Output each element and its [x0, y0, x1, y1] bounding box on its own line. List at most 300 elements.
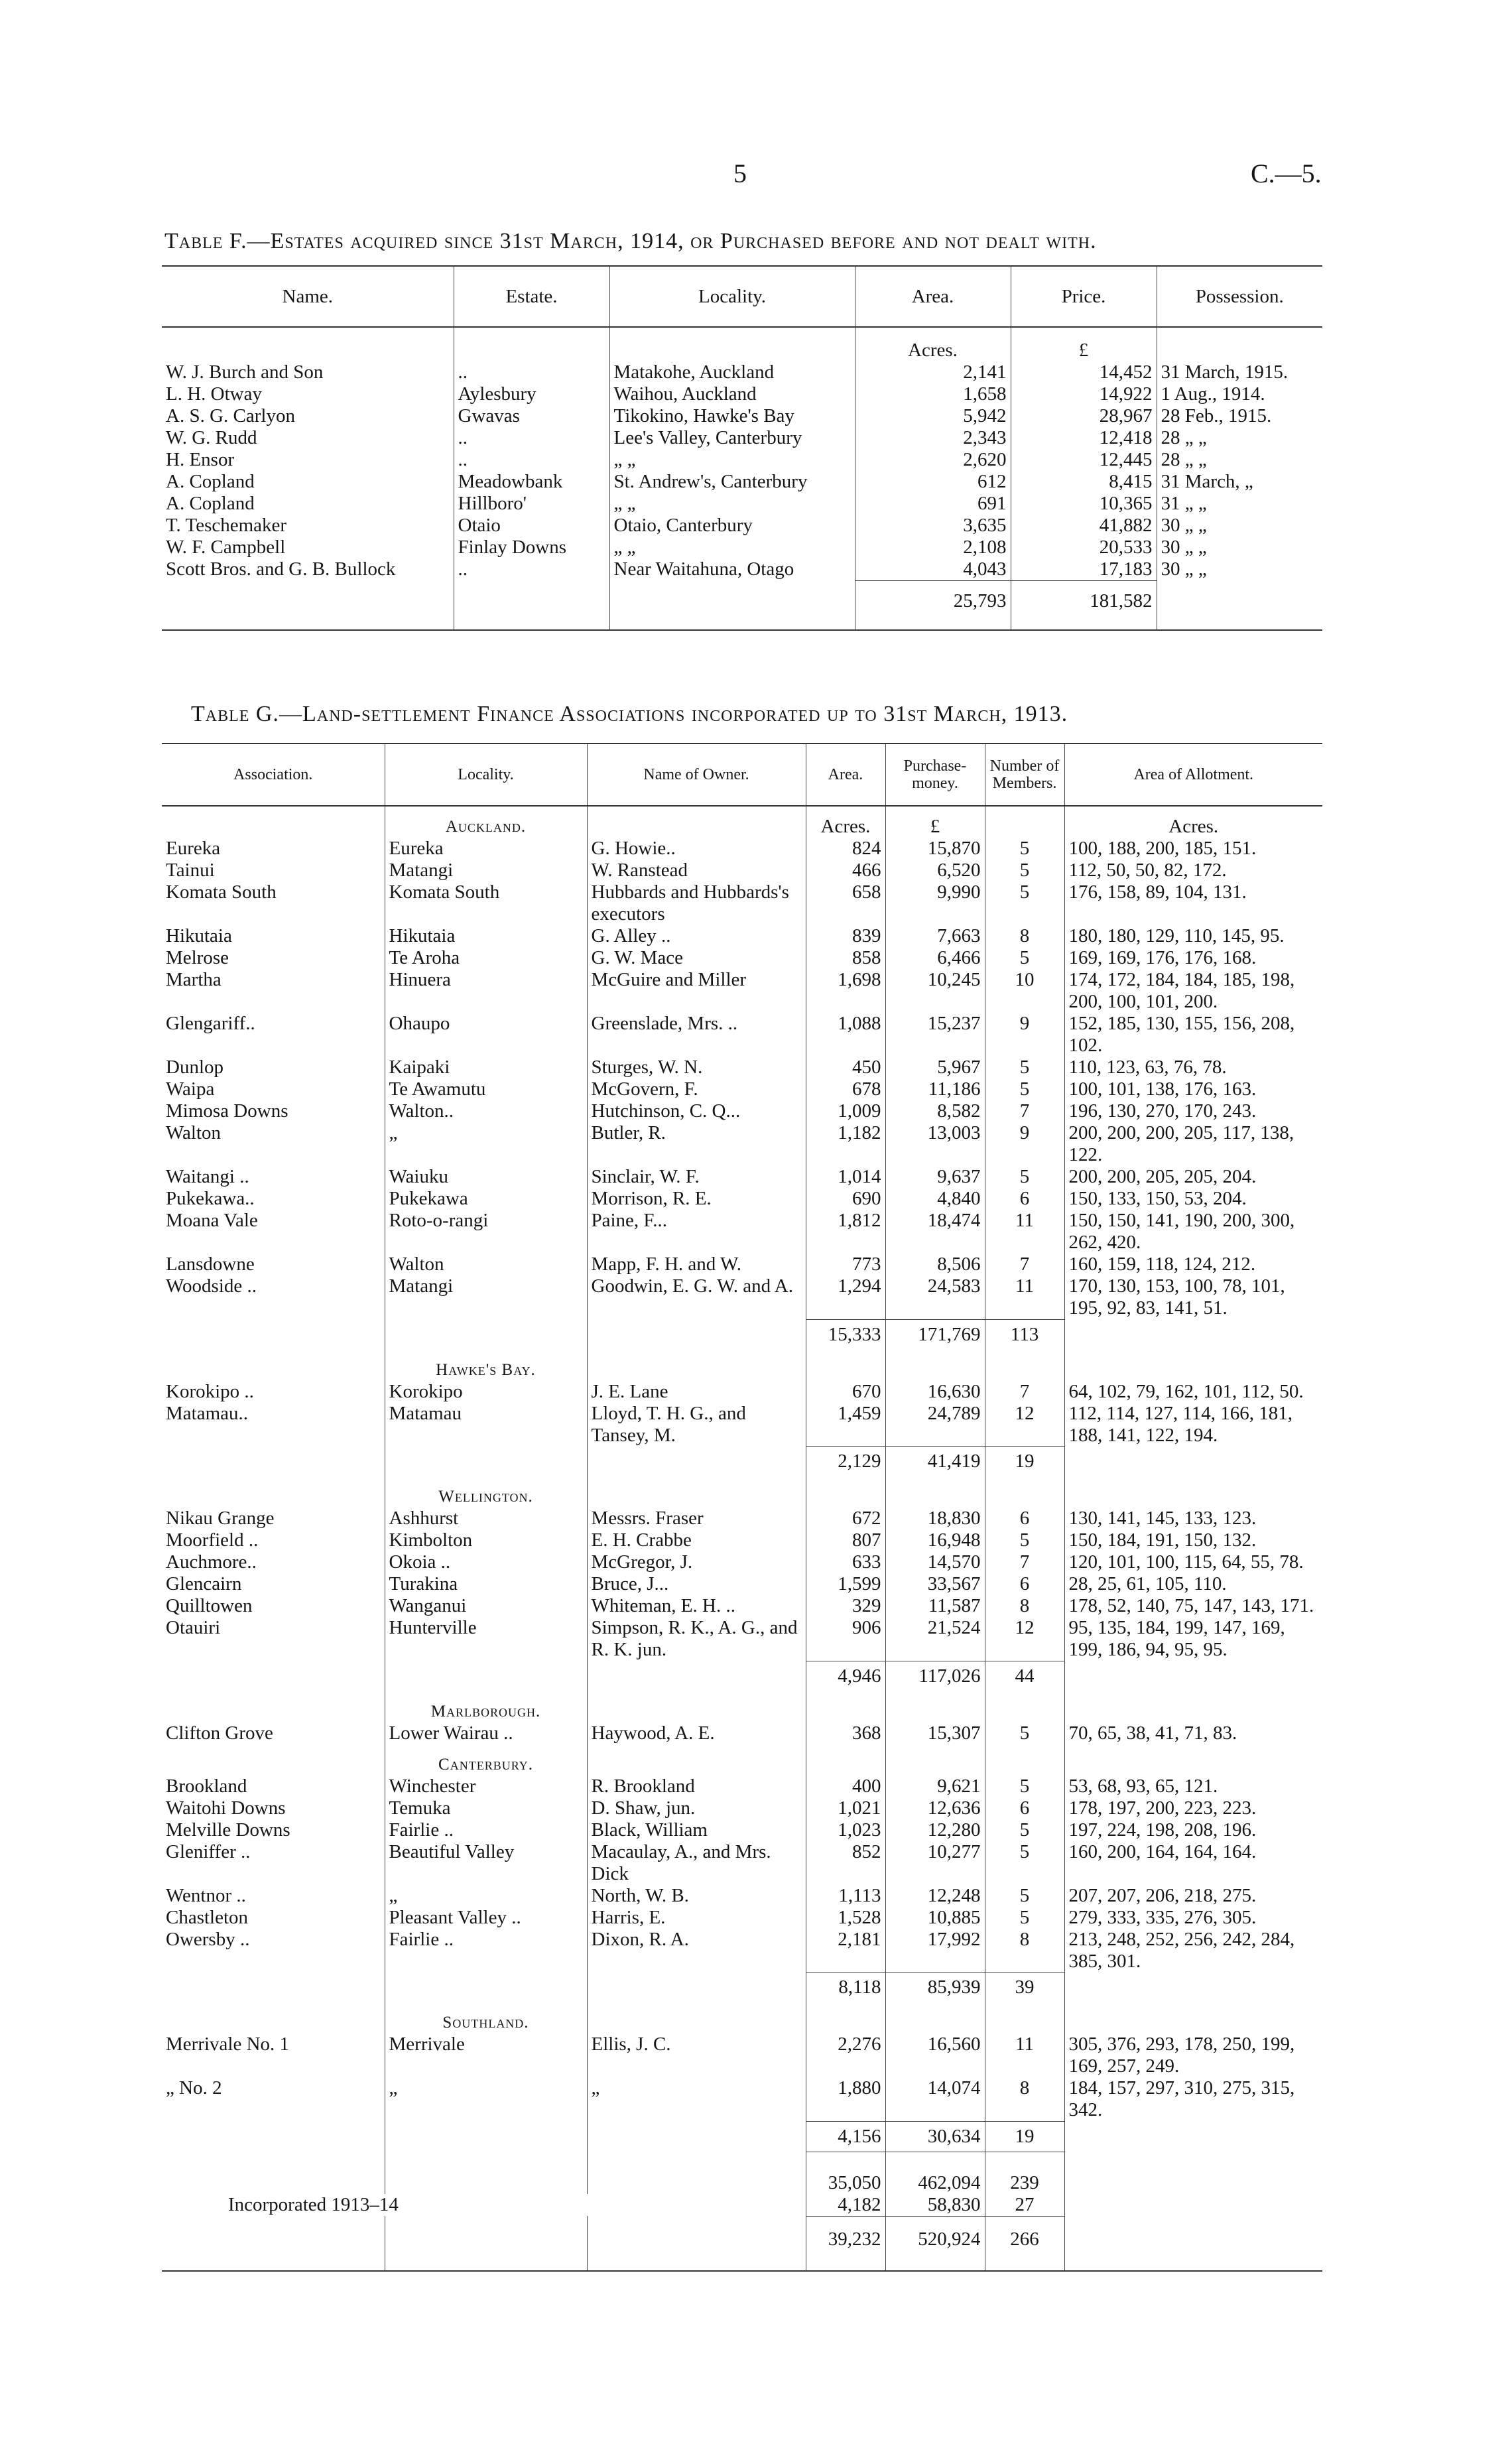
region-header-row — [162, 806, 1322, 838]
table-f-cell — [162, 327, 454, 361]
table-row — [162, 1722, 1322, 1744]
table-g-cell — [985, 2002, 1064, 2034]
incorporated-row — [162, 2194, 1322, 2217]
table-row — [162, 1595, 1322, 1617]
table-g-cell — [985, 1691, 1064, 1722]
table-f-price-unit: £ — [1011, 327, 1157, 361]
member-count: 12 — [985, 1403, 1064, 1447]
table-f-title-text: Estates acquired since 31st March, 1914, or Purchased before and not dealt with. — [270, 229, 1097, 253]
allotment-areas: 64, 102, 79, 162, 101, 112, 50. — [1068, 1380, 1304, 1402]
table-f-cell — [454, 581, 609, 622]
member-count: 7 — [985, 1551, 1064, 1573]
member-count: 5 — [985, 1819, 1064, 1841]
allotment-areas: 120, 101, 100, 115, 64, 55, 78. — [1068, 1551, 1304, 1573]
table-f-units-row — [162, 327, 1322, 361]
table-g-cell — [985, 1350, 1064, 1381]
table-row — [162, 1100, 1322, 1122]
region-subtotal-area: 2,129 — [806, 1447, 885, 1477]
purchase-money: 11,186 — [885, 1078, 985, 1100]
estate-price: 20,533 — [1011, 537, 1157, 558]
table-g-cell — [1064, 2194, 1322, 2217]
owner-name: Whiteman, E. H. .. — [587, 1595, 806, 1617]
estate-owner-name: L. H. Otway — [162, 383, 454, 405]
estate-owner-name: A. Copland — [162, 471, 454, 493]
table-row — [162, 1403, 1322, 1447]
table-g-cell — [885, 2002, 985, 2034]
association-area: 368 — [806, 1722, 885, 1744]
purchase-money: 10,277 — [885, 1841, 985, 1885]
association-area: 400 — [806, 1776, 885, 1797]
allotment-areas: 178, 197, 200, 223, 223. — [1068, 1797, 1257, 1819]
table-row — [162, 405, 1322, 427]
purchase-money: 12,636 — [885, 1797, 985, 1819]
table-row — [162, 1188, 1322, 1210]
table-g-cell — [806, 2262, 885, 2271]
estate-possession: 30 „ „ — [1161, 558, 1207, 580]
association-locality: Hunterville — [385, 1617, 587, 1661]
estate-area: 5,942 — [855, 405, 1011, 427]
region-subtotal-row — [162, 1973, 1322, 2003]
estate-locality: Waihou, Auckland — [609, 383, 855, 405]
table-g-cell — [885, 1691, 985, 1722]
estate-owner-name: A. Copland — [162, 493, 454, 515]
association-name: Nikau Grange — [162, 1508, 385, 1529]
association-name: Eureka — [162, 838, 385, 860]
grand-total-money: 462,094 — [885, 2152, 985, 2194]
owner-name: Bruce, J... — [587, 1573, 806, 1595]
purchase-money: 16,948 — [885, 1529, 985, 1551]
association-locality: Pleasant Valley .. — [385, 1907, 587, 1929]
member-count: 5 — [985, 1529, 1064, 1551]
owner-name: McGovern, F. — [587, 1078, 806, 1100]
allotment-areas: 200, 200, 205, 205, 204. — [1068, 1166, 1257, 1187]
association-name: Gleniffer .. — [162, 1841, 385, 1885]
association-name: Melrose — [162, 947, 385, 969]
region-subtotal-members: 39 — [985, 1973, 1064, 2003]
estate-possession: 31 March, „ — [1161, 471, 1253, 492]
estate-possession: 1 Aug., 1914. — [1161, 383, 1265, 405]
table-g-cell — [162, 1476, 385, 1508]
member-count: 5 — [985, 1722, 1064, 1744]
table-row — [162, 925, 1322, 947]
estate-owner-name: T. Teschemaker — [162, 515, 454, 537]
purchase-money: 15,237 — [885, 1013, 985, 1057]
table-g-cell — [587, 1350, 806, 1381]
owner-name: McGuire and Miller — [587, 969, 806, 1013]
owner-name: Mapp, F. H. and W. — [587, 1254, 806, 1275]
association-locality: Kimbolton — [385, 1529, 587, 1551]
area-unit: Acres. — [806, 806, 885, 838]
estate-possession: 31 March, 1915. — [1161, 361, 1289, 383]
owner-name: „ — [587, 2077, 806, 2121]
purchase-money: 16,630 — [885, 1381, 985, 1403]
table-f-column-header: Name. — [162, 266, 454, 327]
table-g-cell — [985, 1476, 1064, 1508]
allotment-areas: 130, 141, 145, 133, 123. — [1068, 1508, 1257, 1529]
association-name: Chastleton — [162, 1907, 385, 1929]
owner-name: Harris, E. — [587, 1907, 806, 1929]
table-g-cell — [162, 2002, 385, 2034]
region-name: Auckland. — [385, 806, 587, 838]
owner-name: Lloyd, T. H. G., and Tansey, M. — [587, 1403, 806, 1447]
table-g-cell — [162, 806, 385, 838]
association-name: Woodside .. — [162, 1275, 385, 1319]
association-locality: Okoia .. — [385, 1551, 587, 1573]
table-row — [162, 471, 1322, 493]
estate-possession: 30 „ „ — [1161, 537, 1207, 558]
member-count: 12 — [985, 1617, 1064, 1661]
region-header-row — [162, 1691, 1322, 1722]
table-f-bottom-rule — [162, 621, 1322, 630]
owner-name: Black, William — [587, 1819, 806, 1841]
member-count: 6 — [985, 1508, 1064, 1529]
allotment-areas: 110, 123, 63, 76, 78. — [1068, 1057, 1227, 1078]
table-g-cell — [587, 2216, 806, 2262]
member-count: 5 — [985, 1166, 1064, 1188]
estate-name: .. — [454, 427, 609, 449]
table-g-cell — [885, 1744, 985, 1776]
allotment-areas: 305, 376, 293, 178, 250, 199, 169, 257, 249. — [1068, 2034, 1295, 2077]
association-locality: „ — [385, 1885, 587, 1907]
table-g-cell — [385, 1319, 587, 1350]
table-f-column-header: Area. — [855, 266, 1011, 327]
estate-area: 2,108 — [855, 537, 1011, 558]
owner-name: Macaulay, A., and Mrs. Dick — [587, 1841, 806, 1885]
owner-name: Goodwin, E. G. W. and A. — [587, 1275, 806, 1319]
table-g-column-header: Name of Owner. — [587, 744, 806, 806]
member-count: 6 — [985, 1188, 1064, 1210]
owner-name: McGregor, J. — [587, 1551, 806, 1573]
association-area: 773 — [806, 1254, 885, 1275]
estate-locality: Otaio, Canterbury — [609, 515, 855, 537]
association-area: 1,812 — [806, 1210, 885, 1254]
purchase-money: 17,992 — [885, 1929, 985, 1973]
estate-price: 41,882 — [1011, 515, 1157, 537]
table-f — [162, 265, 1322, 631]
table-f-cell — [609, 327, 855, 361]
association-name: Dunlop — [162, 1057, 385, 1078]
estate-area: 612 — [855, 471, 1011, 493]
owner-name: Haywood, A. E. — [587, 1722, 806, 1744]
table-row — [162, 1551, 1322, 1573]
region-subtotal-money: 171,769 — [885, 1319, 985, 1350]
association-name: Walton — [162, 1122, 385, 1166]
estate-name: Aylesbury — [454, 383, 609, 405]
table-g-cell — [1064, 1973, 1322, 2003]
final-total-area: 39,232 — [806, 2216, 885, 2262]
table-g-cell — [806, 1476, 885, 1508]
member-count: 11 — [985, 1210, 1064, 1254]
region-subtotal-money: 85,939 — [885, 1973, 985, 2003]
estate-name: Otaio — [454, 515, 609, 537]
association-name: Moana Vale — [162, 1210, 385, 1254]
table-g-cell — [162, 1447, 385, 1477]
association-name: Owersby .. — [162, 1929, 385, 1973]
estate-area: 1,658 — [855, 383, 1011, 405]
association-locality: Beautiful Valley — [385, 1841, 587, 1885]
association-locality: Turakina — [385, 1573, 587, 1595]
member-count: 9 — [985, 1122, 1064, 1166]
region-subtotal-members: 44 — [985, 1661, 1064, 1691]
estate-name: Meadowbank — [454, 471, 609, 493]
association-name: Merrivale No. 1 — [162, 2034, 385, 2077]
purchase-money: 9,621 — [885, 1776, 985, 1797]
table-g-header-row — [162, 744, 1322, 806]
association-name: Quilltowen — [162, 1595, 385, 1617]
purchase-money: 10,885 — [885, 1907, 985, 1929]
table-g-cell — [385, 2216, 587, 2262]
owner-name: Paine, F... — [587, 1210, 806, 1254]
association-locality: Winchester — [385, 1776, 587, 1797]
grand-total-members: 239 — [985, 2152, 1064, 2194]
table-g-cell — [806, 1350, 885, 1381]
table-g-cell — [162, 1319, 385, 1350]
estate-price: 12,445 — [1011, 449, 1157, 471]
member-count: 10 — [985, 969, 1064, 1013]
association-name: Waitangi .. — [162, 1166, 385, 1188]
association-area: 690 — [806, 1188, 885, 1210]
table-g-cell — [806, 2002, 885, 2034]
estate-price: 14,922 — [1011, 383, 1157, 405]
estate-locality: Lee's Valley, Canterbury — [609, 427, 855, 449]
region-name: Wellington. — [385, 1476, 587, 1508]
purchase-money: 24,789 — [885, 1403, 985, 1447]
allotment-areas: 279, 333, 335, 276, 305. — [1068, 1906, 1257, 1928]
region-subtotal-row — [162, 1661, 1322, 1691]
purchase-money: 6,520 — [885, 860, 985, 881]
table-f-column-header: Locality. — [609, 266, 855, 327]
owner-name: Morrison, R. E. — [587, 1188, 806, 1210]
member-count: 5 — [985, 1776, 1064, 1797]
allotment-areas: 150, 150, 141, 190, 200, 300, 262, 420. — [1068, 1210, 1295, 1253]
purchase-money: 14,570 — [885, 1551, 985, 1573]
table-row — [162, 558, 1322, 581]
allotment-areas: 207, 207, 206, 218, 275. — [1068, 1884, 1257, 1906]
estate-locality: „ „ — [609, 449, 855, 471]
table-f-cell — [609, 621, 855, 630]
association-area: 839 — [806, 925, 885, 947]
table-row — [162, 493, 1322, 515]
purchase-money: 24,583 — [885, 1275, 985, 1319]
table-g-cell — [587, 1476, 806, 1508]
table-row — [162, 1573, 1322, 1595]
estate-owner-name: W. G. Rudd — [162, 427, 454, 449]
owner-name: North, W. B. — [587, 1885, 806, 1907]
member-count: 5 — [985, 1057, 1064, 1078]
table-g-cell — [587, 1691, 806, 1722]
association-area: 1,014 — [806, 1166, 885, 1188]
association-name: Moorfield .. — [162, 1529, 385, 1551]
estate-owner-name: W. F. Campbell — [162, 537, 454, 558]
association-name: Otauiri — [162, 1617, 385, 1661]
region-subtotal-area: 8,118 — [806, 1973, 885, 2003]
estate-name: .. — [454, 558, 609, 581]
member-count: 8 — [985, 1595, 1064, 1617]
grand-total-area: 35,050 — [806, 2152, 885, 2194]
association-locality: Hikutaia — [385, 925, 587, 947]
member-count: 7 — [985, 1100, 1064, 1122]
table-row — [162, 947, 1322, 969]
association-locality: Fairlie .. — [385, 1819, 587, 1841]
table-f-column-header: Possession. — [1157, 266, 1322, 327]
table-row — [162, 2034, 1322, 2077]
purchase-money: 33,567 — [885, 1573, 985, 1595]
table-g-cell — [587, 2152, 806, 2194]
table-row — [162, 1841, 1322, 1885]
association-name: Waitohi Downs — [162, 1797, 385, 1819]
region-subtotal-area: 15,333 — [806, 1319, 885, 1350]
association-name: Tainui — [162, 860, 385, 881]
association-name: Glengariff.. — [162, 1013, 385, 1057]
table-g-body — [162, 806, 1322, 2271]
estate-owner-name: H. Ensor — [162, 449, 454, 471]
association-area: 1,528 — [806, 1907, 885, 1929]
owner-name: Sturges, W. N. — [587, 1057, 806, 1078]
estate-price: 10,365 — [1011, 493, 1157, 515]
allotment-areas: 100, 101, 138, 176, 163. — [1068, 1078, 1257, 1100]
association-locality: Hinuera — [385, 969, 587, 1013]
table-g-cell — [1064, 1476, 1322, 1508]
estate-name: .. — [454, 361, 609, 383]
association-area: 1,088 — [806, 1013, 885, 1057]
page-number: 5 — [733, 159, 747, 188]
association-name: Clifton Grove — [162, 1722, 385, 1744]
allotment-areas: 112, 50, 50, 82, 172. — [1068, 860, 1227, 881]
table-row — [162, 537, 1322, 558]
allotment-areas: 180, 180, 129, 110, 145, 95. — [1068, 925, 1285, 946]
table-g-cell — [885, 1476, 985, 1508]
purchase-money: 16,560 — [885, 2034, 985, 2077]
region-subtotal-money: 41,419 — [885, 1447, 985, 1477]
member-count: 5 — [985, 860, 1064, 881]
table-g-cell — [1064, 1744, 1322, 1776]
table-g-bottom-rule — [162, 2262, 1322, 2271]
allotment-areas: 174, 172, 184, 184, 185, 198, 200, 100, 101, 200. — [1068, 969, 1295, 1012]
table-g-cell — [587, 2121, 806, 2152]
association-area: 858 — [806, 947, 885, 969]
member-count: 5 — [985, 1885, 1064, 1907]
owner-name: G. Alley .. — [587, 925, 806, 947]
member-count: 6 — [985, 1573, 1064, 1595]
purchase-money: 8,506 — [885, 1254, 985, 1275]
allotment-areas: 184, 157, 297, 310, 275, 315, 342. — [1068, 2077, 1295, 2120]
table-row — [162, 1776, 1322, 1797]
table-g-cell — [985, 1744, 1064, 1776]
table-g-cell — [985, 2262, 1064, 2271]
owner-name: Hubbards and Hubbards's executors — [587, 881, 806, 925]
estate-price: 12,418 — [1011, 427, 1157, 449]
region-name: Southland. — [385, 2002, 587, 2034]
purchase-money: 9,990 — [885, 881, 985, 925]
region-subtotal-members: 19 — [985, 2121, 1064, 2152]
estate-owner-name: A. S. G. Carlyon — [162, 405, 454, 427]
purchase-money: 21,524 — [885, 1617, 985, 1661]
association-name: Wentnor .. — [162, 1885, 385, 1907]
region-name: Canterbury. — [385, 1744, 587, 1776]
table-g-cell — [162, 1691, 385, 1722]
association-locality: Korokipo — [385, 1381, 587, 1403]
owner-name: Messrs. Fraser — [587, 1508, 806, 1529]
association-area: 1,459 — [806, 1403, 885, 1447]
association-area: 672 — [806, 1508, 885, 1529]
association-area: 1,599 — [806, 1573, 885, 1595]
allotment-areas: 28, 25, 61, 105, 110. — [1068, 1573, 1227, 1594]
table-f-cell — [162, 581, 454, 622]
estate-locality: „ „ — [609, 493, 855, 515]
member-count: 5 — [985, 947, 1064, 969]
table-g-cell — [162, 2152, 385, 2194]
estate-possession: 31 „ „ — [1161, 493, 1207, 514]
final-total-row — [162, 2216, 1322, 2262]
member-count: 7 — [985, 1254, 1064, 1275]
table-row — [162, 1819, 1322, 1841]
allotment-areas: 95, 135, 184, 199, 147, 169, 199, 186, 94, 95, 95. — [1068, 1617, 1285, 1660]
allotment-areas: 196, 130, 270, 170, 243. — [1068, 1100, 1257, 1122]
association-area: 852 — [806, 1841, 885, 1885]
purchase-money: 18,830 — [885, 1508, 985, 1529]
association-locality: Roto-o-rangi — [385, 1210, 587, 1254]
owner-name: Ellis, J. C. — [587, 2034, 806, 2077]
table-row — [162, 1381, 1322, 1403]
association-name: Melville Downs — [162, 1819, 385, 1841]
purchase-money: 11,587 — [885, 1595, 985, 1617]
allotment-areas: 170, 130, 153, 100, 78, 101, 195, 92, 83, 141, 51. — [1068, 1275, 1285, 1319]
table-row — [162, 1929, 1322, 1973]
association-locality: Lower Wairau .. — [385, 1722, 587, 1744]
member-count: 8 — [985, 925, 1064, 947]
owner-name: D. Shaw, jun. — [587, 1797, 806, 1819]
member-count: 7 — [985, 1381, 1064, 1403]
table-g-cell — [1064, 2152, 1322, 2194]
estate-possession: 28 „ „ — [1161, 427, 1207, 448]
estate-locality: „ „ — [609, 537, 855, 558]
table-g-cell — [1064, 1350, 1322, 1381]
association-locality: Pukekawa — [385, 1188, 587, 1210]
table-f-total-price: 181,582 — [1011, 581, 1157, 622]
purchase-money: 6,466 — [885, 947, 985, 969]
table-row — [162, 1529, 1322, 1551]
member-count: 11 — [985, 1275, 1064, 1319]
estate-area: 2,620 — [855, 449, 1011, 471]
allotment-areas: 160, 159, 118, 124, 212. — [1068, 1254, 1256, 1275]
table-row — [162, 969, 1322, 1013]
estate-possession: 28 Feb., 1915. — [1161, 405, 1272, 426]
table-f-total-row — [162, 581, 1322, 622]
owner-name: G. W. Mace — [587, 947, 806, 969]
association-area: 466 — [806, 860, 885, 881]
association-locality: Temuka — [385, 1797, 587, 1819]
grand-total-row — [162, 2152, 1322, 2194]
association-name: Glencairn — [162, 1573, 385, 1595]
estate-price: 17,183 — [1011, 558, 1157, 581]
region-header-row — [162, 1744, 1322, 1776]
table-f-cell — [454, 621, 609, 630]
member-count: 5 — [985, 1907, 1064, 1929]
owner-name: J. E. Lane — [587, 1381, 806, 1403]
region-subtotal-row — [162, 1319, 1322, 1350]
member-count: 8 — [985, 1929, 1064, 1973]
association-name: Komata South — [162, 881, 385, 925]
association-name: Lansdowne — [162, 1254, 385, 1275]
estate-locality: Near Waitahuna, Otago — [609, 558, 855, 581]
association-area: 807 — [806, 1529, 885, 1551]
table-g-cell — [162, 1350, 385, 1381]
table-row — [162, 1797, 1322, 1819]
association-area: 633 — [806, 1551, 885, 1573]
table-row — [162, 1254, 1322, 1275]
association-locality: Matangi — [385, 1275, 587, 1319]
allotment-areas: 200, 200, 200, 205, 117, 138, 122. — [1068, 1122, 1294, 1165]
